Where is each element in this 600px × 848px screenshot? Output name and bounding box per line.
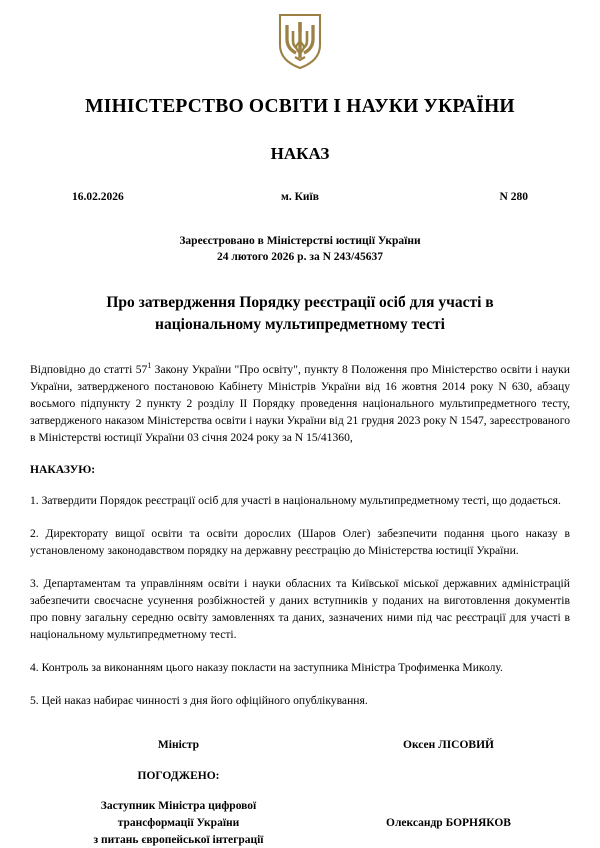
registration-stamp	[30, 233, 570, 266]
registration-line-2: 24 лютого 2026 р. за N 243/45637	[217, 251, 383, 264]
ministry-title: МІНІСТЕРСТВО ОСВІТИ І НАУКИ УКРАЇНИ	[85, 96, 515, 117]
clause-item: 2. Директорату вищої освіти та освіти дорослих (Шаров Олег) забезпечити подання цього наказу в установленому законодавством порядку на державну реєстрацію до Міністерства юстиції України.	[30, 526, 570, 557]
minister-signature-row	[30, 737, 570, 753]
preamble-paragraph	[30, 361, 570, 446]
registration-line-1: Зареєстровано в Міністерстві юстиції України	[179, 235, 421, 247]
clause-item: 1. Затвердити Порядок реєстрації осіб для участі в національному мультипредметному тесті, що додається.	[30, 493, 561, 507]
minister-name: Оксен ЛІСОВИЙ	[403, 739, 494, 752]
document-subject: Про затвердження Порядку реєстрації осіб для участі в національному мультипредметному тесті	[106, 293, 494, 333]
orders-keyword: НАКАЗУЮ:	[30, 462, 96, 476]
minister-title: Міністр	[157, 739, 200, 752]
signature-block	[30, 737, 570, 848]
article-superscript: 1	[147, 360, 152, 370]
deputy-title-line-2: трансформації України	[117, 816, 240, 829]
document-type-heading: НАКАЗ	[270, 144, 330, 163]
clause-item: 3. Департаментам та управлінням освіти і науки обласних та Київської міської державних адміністрацій забезпечити своєчасне усунення розбіжностей у даних вступників у поданих на виготовлення документів про повну загальну середню освіту замовленнях та даних, зазначених ними під час реєстрації для участі в національному мультипредметному тесті.	[30, 576, 570, 641]
document-meta-line	[30, 191, 570, 203]
deputy-signature-row	[30, 798, 570, 848]
clause-item: 5. Цей наказ набирає чинності з дня його офіційного опублікування.	[30, 694, 368, 708]
deputy-name: Олександр БОРНЯКОВ	[386, 817, 511, 830]
deputy-title-line-3: з питань європейської інтеграції	[93, 833, 264, 846]
preamble-part-1: Відповідно до статті 57	[30, 362, 148, 376]
ukraine-trident-coat-of-arms-icon	[278, 12, 322, 70]
deputy-title-line-1: Заступник Міністра цифрової	[100, 800, 257, 813]
approved-keyword: ПОГОДЖЕНО:	[137, 770, 220, 783]
emblem-container	[30, 0, 570, 70]
document-city: м. Київ	[281, 191, 319, 203]
deputy-title	[30, 798, 327, 848]
document-number: N 280	[499, 191, 528, 203]
document-date: 16.02.2026	[72, 191, 124, 203]
clause-item: 4. Контроль за виконанням цього наказу покласти на заступника Міністра Трофименка Миколу.	[30, 661, 503, 675]
preamble-part-2: Закону України "Про освіту", пункту 8 Положення про Міністерство освіти і науки України, затвердженого постановою Кабінету Міністрів України від 16 жовтня 2014 року N 630, абзацу восьмого підпункту 2 пункту 2 розділу II Порядку проведення національного мультипредметного тесту, затвердженого наказом Міністерства освіти і науки України від 21 грудня 2023 року N 1547, зареєстрованого в Міністерстві юстиції України 03 січня 2024 року за N 15/41360,	[30, 362, 570, 444]
